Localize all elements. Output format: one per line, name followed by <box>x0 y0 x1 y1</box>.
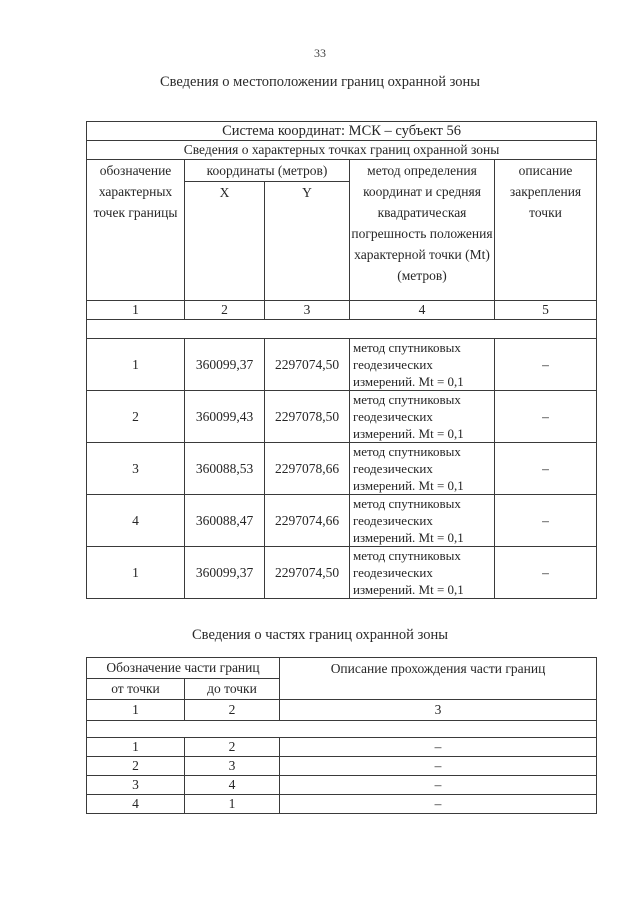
point-id: 3 <box>87 443 185 495</box>
boundary-parts-table <box>86 657 597 814</box>
point-id: 4 <box>87 495 185 547</box>
section-heading-boundary-parts: Сведения о частях границ охранной зоны <box>192 627 448 643</box>
to-point: 3 <box>185 757 280 776</box>
column-number: 4 <box>350 301 495 320</box>
table-row <box>87 443 597 495</box>
table-row <box>87 547 597 599</box>
page-number: 33 <box>314 46 326 60</box>
point-description: – <box>495 339 597 391</box>
column-number: 1 <box>87 700 185 721</box>
table-row <box>87 795 597 814</box>
point-id: 1 <box>87 547 185 599</box>
part-description: – <box>280 738 597 757</box>
part-description: – <box>280 757 597 776</box>
header-coordinates-group: координаты (метров) <box>185 160 350 182</box>
coord-x: 360088,47 <box>185 495 265 547</box>
coord-y: 2297074,66 <box>265 495 350 547</box>
coord-x: 360099,37 <box>185 547 265 599</box>
point-id: 2 <box>87 391 185 443</box>
from-point: 4 <box>87 795 185 814</box>
coord-x: 360099,37 <box>185 339 265 391</box>
point-id: 1 <box>87 339 185 391</box>
header-to-point: до точки <box>185 679 280 700</box>
blank-row <box>87 320 597 339</box>
point-description: – <box>495 443 597 495</box>
part-description: – <box>280 776 597 795</box>
part-description: – <box>280 795 597 814</box>
coordinate-system-cell: Система координат: МСК – субъект 56 <box>87 122 597 141</box>
section-title-cell: Сведения о характерных точках границ охранной зоны <box>87 141 597 160</box>
method-text: метод спутниковых геодезических измерений. Mt = 0,1 <box>350 443 495 495</box>
to-point: 4 <box>185 776 280 795</box>
header-from-point: от точки <box>87 679 185 700</box>
column-number: 5 <box>495 301 597 320</box>
to-point: 1 <box>185 795 280 814</box>
method-text: метод спутниковых геодезических измерений. Mt = 0,1 <box>350 495 495 547</box>
table-row <box>87 776 597 795</box>
header-y: Y <box>265 182 350 301</box>
coord-y: 2297078,66 <box>265 443 350 495</box>
point-description: – <box>495 547 597 599</box>
from-point: 2 <box>87 757 185 776</box>
coord-y: 2297074,50 <box>265 339 350 391</box>
column-number: 3 <box>265 301 350 320</box>
column-number: 3 <box>280 700 597 721</box>
table-row <box>87 391 597 443</box>
table-row <box>87 757 597 776</box>
method-text: метод спутниковых геодезических измерений. Mt = 0,1 <box>350 391 495 443</box>
table-row <box>87 495 597 547</box>
to-point: 2 <box>185 738 280 757</box>
characteristic-points-table <box>86 121 597 599</box>
header-part-description: Описание прохождения части границ <box>280 658 597 700</box>
point-description: – <box>495 495 597 547</box>
table-row <box>87 738 597 757</box>
coord-x: 360099,43 <box>185 391 265 443</box>
point-description: – <box>495 391 597 443</box>
section-heading-boundary-location: Сведения о местоположении границ охранной зоны <box>159 74 480 90</box>
from-point: 1 <box>87 738 185 757</box>
method-text: метод спутниковых геодезических измерений. Mt = 0,1 <box>350 339 495 391</box>
header-x: X <box>185 182 265 301</box>
header-method: метод определения координат и средняя квадратическая погрешность положения характерной точки (Mt) (метров) <box>350 160 495 301</box>
coord-y: 2297078,50 <box>265 391 350 443</box>
header-point-description: описание закрепления точки <box>495 160 597 301</box>
header-point-designation: обозначение характерных точек границы <box>87 160 185 301</box>
from-point: 3 <box>87 776 185 795</box>
column-number: 2 <box>185 301 265 320</box>
column-number: 1 <box>87 301 185 320</box>
method-text: метод спутниковых геодезических измерений. Mt = 0,1 <box>350 547 495 599</box>
header-part-group: Обозначение части границ <box>87 658 280 679</box>
blank-row <box>87 721 597 738</box>
coord-x: 360088,53 <box>185 443 265 495</box>
table-row <box>87 339 597 391</box>
coord-y: 2297074,50 <box>265 547 350 599</box>
column-number: 2 <box>185 700 280 721</box>
